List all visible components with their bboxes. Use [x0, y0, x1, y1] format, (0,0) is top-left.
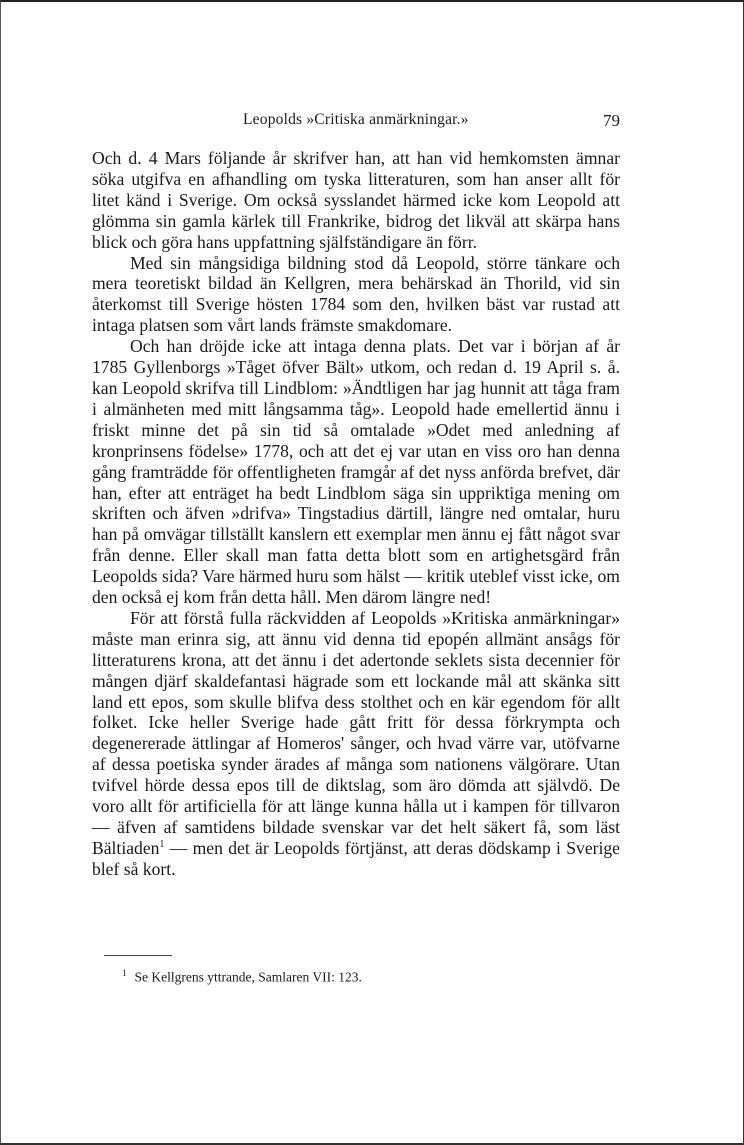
paragraph-3: Och han dröjde icke att intaga denna plats. Det var i början af år 1785 Gyllenborgs »Tåget öfver Bält» utkom, och redan d. 19 April s. å. kan Leopold skrifva till Lindblom: »Ändtligen har jag hunnit att tåga fram i almänheten med mitt långsamma tåg». Leopold hade emellertid ännu i friskt minne det på sin tid så omtalade »Odet med anledning af kronprinsens födelse» 1778, och att det ej var utan en viss oro han denna gång framträdde för offentligheten framgår af det nyss anförda brefvet, där han, efter att enträget ha bedt Lindblom säga sin uppriktiga mening om skriften och äfven »drifva» Tingstadius därtill, längre ned omtalar, huru han på omvägar tillställt kanslern ett exemplar men ännu ej fått något svar från denne. Eller skall man fatta detta blott som en artighetsgärd från Leopolds sida? Vare härmed huru som hälst — kritik uteblef visst icke, om den också ej kom från detta håll. Men därom längre ned! — [92, 336, 620, 608]
paragraph-4-text: För att förstå fulla räckvidden af Leopolds »Kritiska anmärkningar» måste man erinra sig, att ännu vid denna tid epopén allmänt ansågs för litteraturens krona, att det ännu i det adertonde seklets sista decennier för mången djärf skaldefantasi hägrade som ett lockande mål att skänka sitt land ett epos, som skulle blifva dess stolthet och en kär egendom för allt folket. Icke heller Sverige hade gått fritt för dessa förkrympta och degenererade ättlingar af Homeros' sånger, och hvad värre var, utöfvarne af dessa poetiska synder ärades af många som nationens välgörare. Utan tvifvel hörde dessa epos till de diktslag, som äro dömda att självdö. De voro allt för artificiella för att länge kunna hålla ut i kampen för tillvaron — äfven af samtidens bildade svenskar var det helt säkert få, som läst Bältiaden — [92, 607, 620, 858]
paragraph-4 — [92, 608, 620, 880]
page-number: 79 — [603, 111, 620, 130]
footnote-text: Se Kellgrens yttrande, Samlaren VII: 123. — [134, 969, 362, 985]
footnote-mark: 1 — [122, 968, 127, 978]
paragraph-4-tail: — men det är Leopolds förtjänst, att deras dödskamp i Sverige blef så kort. — [92, 837, 620, 879]
paragraph-2: Med sin mångsidiga bildning stod då Leopold, större tänkare och mera teoretiskt bildad än Kellgren, mera behärskad än Thorild, vid sin återkomst till Sverige hösten 1784 som den, hvilken bäst var rustad att intaga platsen som vårt lands främste smakdomare. — [92, 252, 620, 336]
body-text — [92, 148, 620, 880]
footnote — [122, 965, 362, 986]
footnote-rule — [104, 955, 172, 956]
running-title: Leopolds »Critiska anmärkningar.» — [243, 111, 469, 128]
footnote-reference: 1 — [159, 839, 165, 851]
paragraph-1: Och d. 4 Mars följande år skrifver han, att han vid hemkomsten ämnar söka utgifva en afhandling om tyska litteraturen, som han anser allt för litet känd i Sverige. Om också sysslandet härmed icke kom Leopold att glömma sin gamla kärlek till Frankrike, bidrog det likväl att skärpa hans blick och göra hans uppfattning själfständigare än förr. — [92, 148, 620, 252]
running-head — [100, 111, 620, 135]
